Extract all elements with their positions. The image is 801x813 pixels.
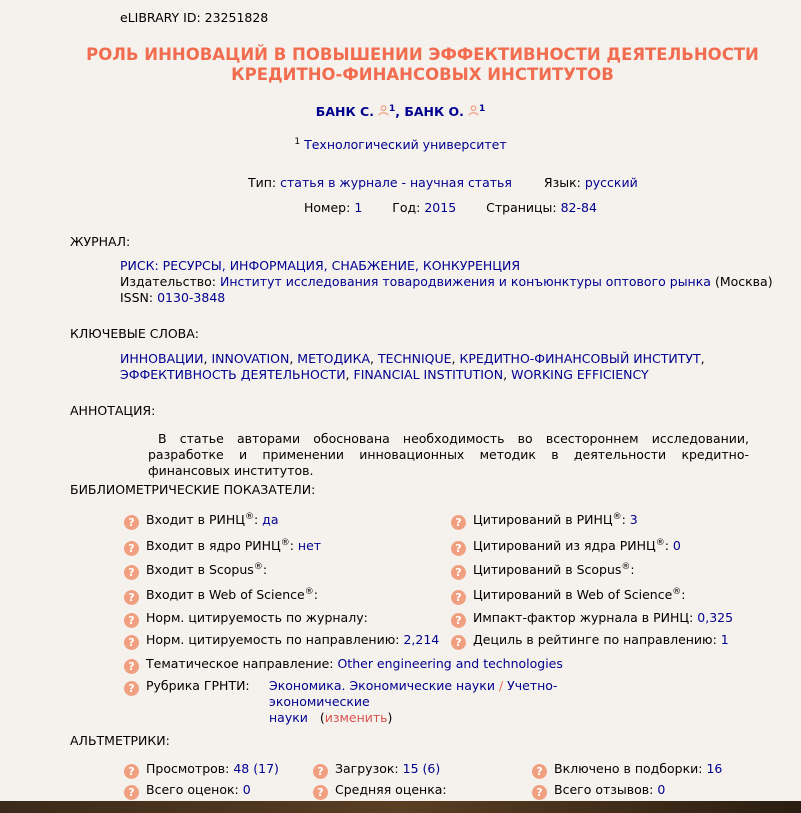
keyword-link[interactable]: FINANCIAL INSTITUTION bbox=[353, 367, 504, 382]
help-icon[interactable]: ? bbox=[124, 565, 139, 580]
help-icon[interactable]: ? bbox=[451, 635, 466, 650]
meta-type-language: Тип: статья в журнале - научная статья Язык: русский bbox=[248, 175, 638, 190]
topic-row: ? Тематическое направление: Other engineering and technologies bbox=[124, 656, 563, 674]
keyword-link[interactable]: КРЕДИТНО-ФИНАНСОВЫЙ ИНСТИТУТ bbox=[459, 351, 701, 366]
topic-link[interactable]: Other engineering and technologies bbox=[337, 656, 563, 671]
biblio-left-0: ? Входит в РИНЦ®: да bbox=[124, 512, 278, 530]
help-icon[interactable]: ? bbox=[124, 764, 139, 779]
annotation-text: В статье авторами обоснована необходимость во всестороннем исследовании, разработке и применении инновационных методик в деятельности кредитно-финансовых институтов. bbox=[148, 431, 749, 478]
help-icon[interactable]: ? bbox=[124, 515, 139, 530]
alt-average: ? Средняя оценка: bbox=[313, 782, 447, 800]
grnti-values: Экономика. Экономические науки / Учетно-экономические науки (изменить) bbox=[269, 678, 558, 725]
alt-collections: ? Включено в подборки: 16 bbox=[532, 761, 722, 779]
help-icon[interactable]: ? bbox=[451, 541, 466, 556]
type-value: статья в журнале - научная статья bbox=[280, 175, 512, 190]
biblio-left-3: ? Входит в Web of Science®: bbox=[124, 587, 318, 605]
publication-id: eLIBRARY ID: 23251828 bbox=[120, 10, 269, 25]
help-icon[interactable]: ? bbox=[124, 613, 139, 628]
help-icon[interactable]: ? bbox=[124, 590, 139, 605]
biblio-heading: БИБЛИОМЕТРИЧЕСКИЕ ПОКАЗАТЕЛИ: bbox=[70, 482, 316, 497]
help-icon[interactable]: ? bbox=[124, 659, 139, 674]
keywords-heading: КЛЮЧЕВЫЕ СЛОВА: bbox=[70, 326, 200, 341]
help-icon[interactable]: ? bbox=[451, 565, 466, 580]
year-value: 2015 bbox=[424, 200, 457, 215]
help-icon[interactable]: ? bbox=[313, 785, 328, 800]
change-link[interactable]: изменить bbox=[324, 710, 388, 725]
alt-downloads: ? Загрузок: 15 (6) bbox=[313, 761, 440, 779]
keyword-link[interactable]: WORKING EFFICIENCY bbox=[511, 367, 649, 382]
biblio-right-3: ? Цитирований в Web of Science®: bbox=[451, 587, 686, 605]
grnti-row: ? Рубрика ГРНТИ: bbox=[124, 678, 250, 696]
title-line-2: КРЕДИТНО-ФИНАНСОВЫХ ИНСТИТУТОВ bbox=[231, 65, 614, 84]
footer-bar bbox=[0, 801, 801, 813]
help-icon[interactable]: ? bbox=[451, 515, 466, 530]
biblio-right-2: ? Цитирований в Scopus®: bbox=[451, 562, 635, 580]
annotation-heading: АННОТАЦИЯ: bbox=[70, 403, 156, 418]
article-title bbox=[60, 45, 785, 85]
help-icon[interactable]: ? bbox=[313, 764, 328, 779]
journal-name-link[interactable]: РИСК: РЕСУРСЫ, ИНФОРМАЦИЯ, СНАБЖЕНИЕ, КОНКУРЕНЦИЯ bbox=[120, 258, 520, 273]
author-link[interactable]: БАНК С. bbox=[315, 104, 374, 120]
biblio-left-4: ? Норм. цитируемость по журналу: bbox=[124, 610, 368, 628]
authors: БАНК С. $^1$, БАНК О. $^1$ bbox=[315, 104, 486, 120]
journal-heading: ЖУРНАЛ: bbox=[70, 234, 131, 249]
keywords-list: ИННОВАЦИИ, INNOVATION, МЕТОДИКА, TECHNIQUE, КРЕДИТНО-ФИНАНСОВЫЙ ИНСТИТУТ, ЭФФЕКТИВНОСТЬ ДЕЯТЕЛЬНОСТИ, FINANCIAL INSTITUTION, WORKING EFFICIENCY bbox=[120, 351, 705, 382]
person-icon[interactable] bbox=[378, 105, 389, 116]
help-icon[interactable]: ? bbox=[124, 541, 139, 556]
publisher-link[interactable]: Институт исследования товародвижения и конъюнктуры оптового рынка bbox=[220, 274, 711, 289]
help-icon[interactable]: ? bbox=[532, 764, 547, 779]
grnti-link-1[interactable]: Экономика. Экономические науки bbox=[269, 678, 495, 693]
help-icon[interactable]: ? bbox=[451, 613, 466, 628]
biblio-right-1: ? Цитирований из ядра РИНЦ®: 0 bbox=[451, 538, 681, 556]
pages-value: 82-84 bbox=[560, 200, 597, 215]
alt-reviews: ? Всего отзывов: 0 bbox=[532, 782, 665, 800]
biblio-right-4: ? Импакт-фактор журнала в РИНЦ: 0,325 bbox=[451, 610, 733, 628]
language-value: русский bbox=[584, 175, 638, 190]
help-icon[interactable]: ? bbox=[124, 681, 139, 696]
help-icon[interactable]: ? bbox=[532, 785, 547, 800]
journal-block: РИСК: РЕСУРСЫ, ИНФОРМАЦИЯ, СНАБЖЕНИЕ, КОНКУРЕНЦИЯ Издательство: Институт исследования товародвижения и конъюнктуры оптового рынка (Москва) ISSN: 0130-3848 bbox=[120, 258, 773, 305]
grnti-link-3[interactable]: науки bbox=[269, 710, 308, 725]
keyword-link[interactable]: INNOVATION bbox=[211, 351, 290, 366]
alt-ratings: ? Всего оценок: 0 bbox=[124, 782, 251, 800]
biblio-right-0: ? Цитирований в РИНЦ®: 3 bbox=[451, 512, 638, 530]
issue-number-link[interactable]: 1 bbox=[354, 200, 363, 215]
biblio-left-1: ? Входит в ядро РИНЦ®: нет bbox=[124, 538, 321, 556]
grnti-link-2[interactable]: Учетно-экономические bbox=[269, 678, 558, 709]
affiliation-link[interactable]: Технологический университет bbox=[304, 137, 507, 153]
title-line-1: РОЛЬ ИННОВАЦИЙ В ПОВЫШЕНИИ ЭФФЕКТИВНОСТИ ДЕЯТЕЛЬНОСТИ bbox=[86, 45, 759, 64]
author-link[interactable]: БАНК О. bbox=[404, 104, 464, 120]
person-icon[interactable] bbox=[468, 105, 479, 116]
alt-views: ? Просмотров: 48 (17) bbox=[124, 761, 279, 779]
keyword-link[interactable]: МЕТОДИКА bbox=[297, 351, 370, 366]
help-icon[interactable]: ? bbox=[451, 590, 466, 605]
help-icon[interactable]: ? bbox=[124, 635, 139, 650]
issn-value: 0130-3848 bbox=[157, 290, 226, 305]
biblio-left-5: ? Норм. цитируемость по направлению: 2,214 bbox=[124, 632, 439, 650]
meta-issue: Номер: 1 Год: 2015 Страницы: 82-84 bbox=[304, 200, 597, 215]
affiliation: $^1$ Технологический университет bbox=[294, 137, 507, 153]
keyword-link[interactable]: ЭФФЕКТИВНОСТЬ ДЕЯТЕЛЬНОСТИ bbox=[120, 367, 346, 382]
keyword-link[interactable]: TECHNIQUE bbox=[377, 351, 452, 366]
help-icon[interactable]: ? bbox=[124, 785, 139, 800]
biblio-left-2: ? Входит в Scopus®: bbox=[124, 562, 267, 580]
altmetrics-heading: АЛЬТМЕТРИКИ: bbox=[70, 733, 170, 748]
keyword-link[interactable]: ИННОВАЦИИ bbox=[120, 351, 204, 366]
biblio-right-5: ? Дециль в рейтинге по направлению: 1 bbox=[451, 632, 729, 650]
